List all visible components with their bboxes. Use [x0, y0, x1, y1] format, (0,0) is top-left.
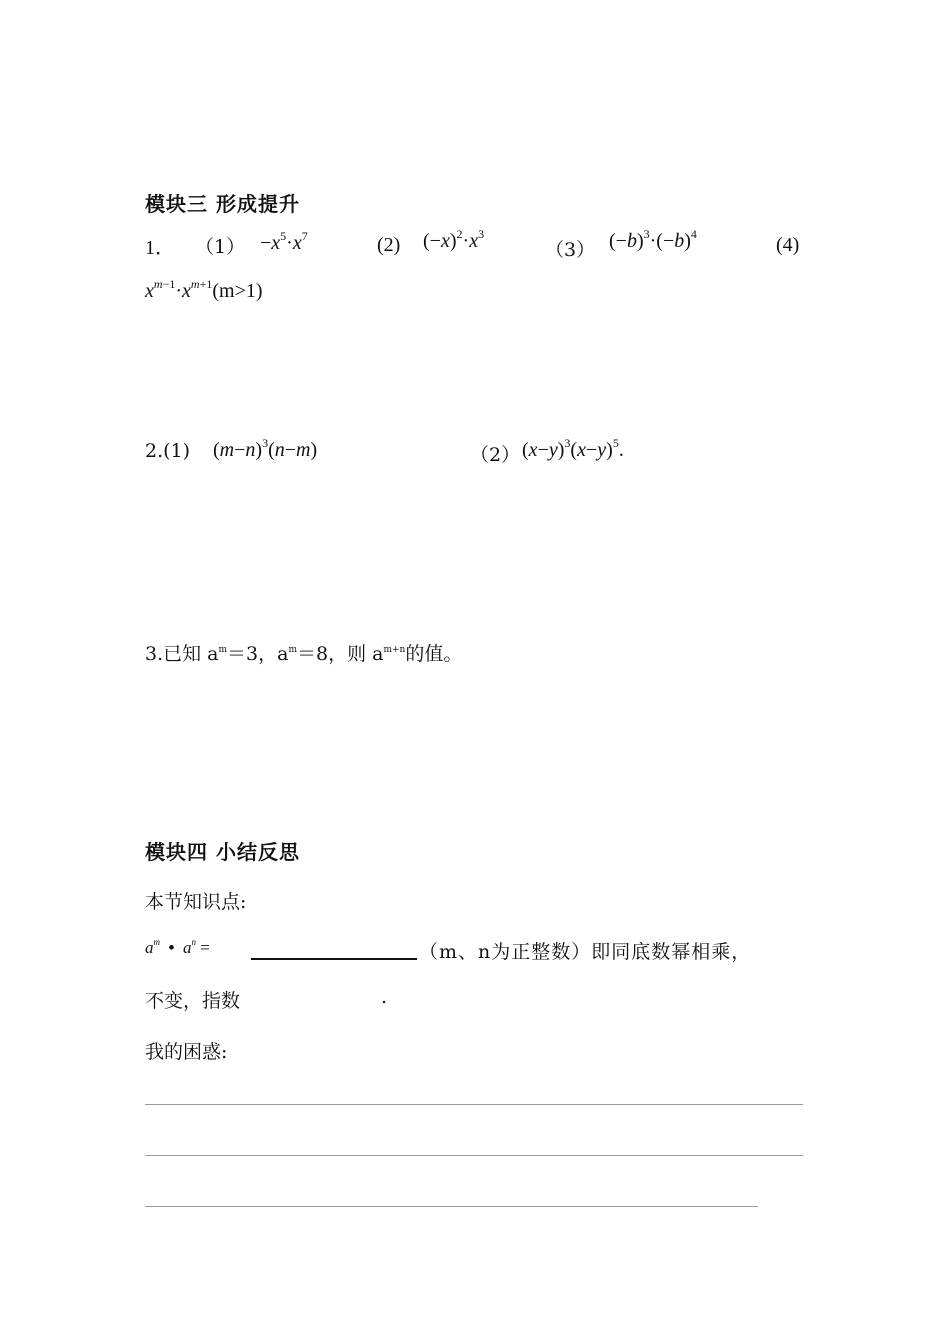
confusion-label: 我的困惑:	[145, 1041, 228, 1063]
writing-line-3[interactable]	[145, 1206, 758, 1207]
writing-line-2[interactable]	[145, 1155, 803, 1156]
question-2-part-2-label: （2）	[470, 444, 521, 466]
question-2-part-1-expression: $(m-n)^3(n-m)$	[213, 436, 318, 461]
question-1-part-3-expression: $(-b)^3\cdot(-b)^4$	[609, 227, 697, 252]
question-3-text: 3.已知 $a^m=3$，$a^m=8$，则 $a^{m+n}$的值。	[145, 643, 463, 665]
exponent-rule-formula: $a^m$ • $a^n$ =	[145, 937, 210, 957]
question-2-part-2-expression: $(x-y)^3(x-y)^5$.	[522, 436, 624, 461]
question-1-part-1-label: （1）	[195, 236, 246, 258]
rule-sentence-end: .	[381, 986, 388, 1008]
knowledge-points-label: 本节知识点:	[145, 891, 247, 913]
rule-sentence-start: 不变，指数	[145, 990, 241, 1012]
writing-line-1[interactable]	[145, 1104, 803, 1105]
question-1-part-4-expression: $x^{m-1}\cdot x^{m+1}(m>1)$	[145, 277, 263, 302]
formula-answer-blank[interactable]	[251, 958, 417, 960]
module-four-heading: 模块四 小结反思	[145, 840, 300, 864]
question-1-part-2-expression: $(-x)^2\cdot x^3$	[423, 227, 485, 252]
question-1-part-4-label: (4)	[776, 234, 800, 256]
question-1-number: 1．	[145, 237, 175, 259]
question-1-part-1-expression: $-x^5\cdot x^7$	[260, 229, 308, 254]
question-1-part-4-condition: (m>1)	[212, 280, 263, 302]
question-1-part-3-label: （3）	[545, 239, 596, 261]
question-1-part-2-label: (2)	[377, 234, 401, 256]
module-three-heading: 模块三 形成提升	[145, 192, 300, 216]
question-2-number: 2.(1)	[145, 440, 191, 462]
formula-description: （m、n为正整数）即同底数幂相乘，	[419, 941, 752, 963]
